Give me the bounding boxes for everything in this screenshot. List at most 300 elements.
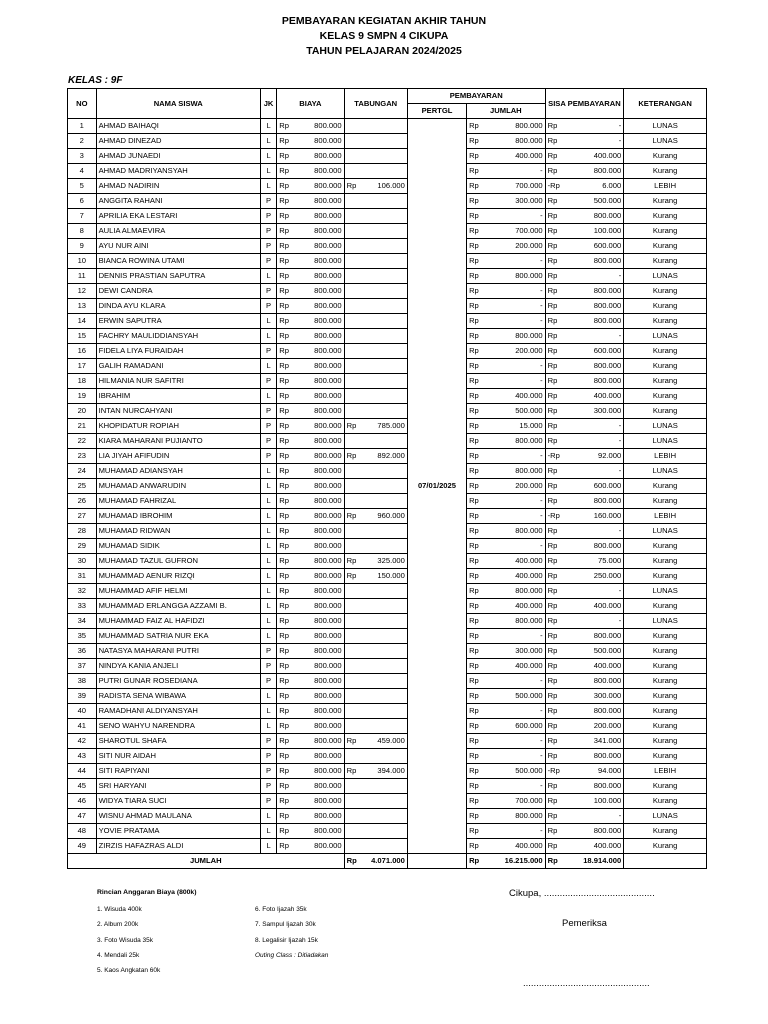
row-sisa: 500.000 bbox=[565, 644, 624, 659]
biaya-currency: Rp bbox=[277, 299, 295, 314]
row-sisa: 250.000 bbox=[565, 569, 624, 584]
row-jk: L bbox=[260, 389, 276, 404]
total-jumlah-currency: Rp bbox=[467, 854, 486, 869]
row-nama: AHMAD NADIRIN bbox=[96, 179, 260, 194]
row-jumlah: - bbox=[486, 674, 545, 689]
biaya-currency: Rp bbox=[277, 404, 295, 419]
row-jumlah: - bbox=[486, 299, 545, 314]
biaya-currency: Rp bbox=[277, 359, 295, 374]
table-row bbox=[68, 314, 707, 329]
tabungan-empty bbox=[362, 464, 407, 479]
tabungan-empty bbox=[344, 284, 362, 299]
tabungan-empty bbox=[344, 824, 362, 839]
row-jumlah: 500.000 bbox=[486, 404, 545, 419]
row-nama: KIARA MAHARANI PUJIANTO bbox=[96, 434, 260, 449]
row-no: 49 bbox=[68, 839, 97, 854]
row-sisa: 200.000 bbox=[565, 719, 624, 734]
tabungan-empty bbox=[344, 839, 362, 854]
row-sisa: 94.000 bbox=[565, 764, 624, 779]
row-nama: GALIH RAMADANI bbox=[96, 359, 260, 374]
tabungan-empty bbox=[362, 524, 407, 539]
row-nama: INTAN NURCAHYANI bbox=[96, 404, 260, 419]
sisa-currency: Rp bbox=[545, 644, 564, 659]
table-row bbox=[68, 404, 707, 419]
row-jk: P bbox=[260, 764, 276, 779]
row-no: 7 bbox=[68, 209, 97, 224]
tabungan-empty bbox=[344, 794, 362, 809]
row-no: 16 bbox=[68, 344, 97, 359]
row-biaya: 800.000 bbox=[295, 314, 344, 329]
sisa-currency: -Rp bbox=[545, 449, 564, 464]
row-jumlah: 700.000 bbox=[486, 224, 545, 239]
table-row bbox=[68, 569, 707, 584]
tabungan-empty bbox=[362, 794, 407, 809]
sisa-currency: Rp bbox=[545, 629, 564, 644]
jumlah-currency: Rp bbox=[467, 689, 486, 704]
tabungan-empty bbox=[344, 494, 362, 509]
table-row bbox=[68, 374, 707, 389]
row-sisa: 300.000 bbox=[565, 404, 624, 419]
row-keterangan: Kurang bbox=[624, 164, 707, 179]
header-sisa: SISA PEMBAYARAN bbox=[545, 89, 624, 119]
row-jk: L bbox=[260, 554, 276, 569]
row-keterangan: Kurang bbox=[624, 704, 707, 719]
row-sisa: 800.000 bbox=[565, 704, 624, 719]
jumlah-currency: Rp bbox=[467, 329, 486, 344]
row-no: 32 bbox=[68, 584, 97, 599]
table-row bbox=[68, 749, 707, 764]
row-jumlah: - bbox=[486, 284, 545, 299]
row-sisa: 800.000 bbox=[565, 254, 624, 269]
row-biaya: 800.000 bbox=[295, 389, 344, 404]
jumlah-currency: Rp bbox=[467, 239, 486, 254]
row-sisa: - bbox=[565, 464, 624, 479]
tabungan-empty bbox=[344, 749, 362, 764]
row-jumlah: 800.000 bbox=[486, 524, 545, 539]
tabungan-empty bbox=[362, 284, 407, 299]
row-jk: P bbox=[260, 344, 276, 359]
row-no: 9 bbox=[68, 239, 97, 254]
row-sisa: 400.000 bbox=[565, 149, 624, 164]
row-biaya: 800.000 bbox=[295, 344, 344, 359]
row-no: 30 bbox=[68, 554, 97, 569]
table-row bbox=[68, 674, 707, 689]
row-sisa: 800.000 bbox=[565, 374, 624, 389]
jumlah-currency: Rp bbox=[467, 764, 486, 779]
row-no: 27 bbox=[68, 509, 97, 524]
biaya-currency: Rp bbox=[277, 824, 295, 839]
header-no: NO bbox=[68, 89, 97, 119]
tabungan-currency: Rp bbox=[344, 764, 362, 779]
tabungan-empty bbox=[344, 389, 362, 404]
row-keterangan: Kurang bbox=[624, 539, 707, 554]
table-row bbox=[68, 689, 707, 704]
row-jumlah: 500.000 bbox=[486, 689, 545, 704]
table-row bbox=[68, 449, 707, 464]
row-jumlah: 800.000 bbox=[486, 269, 545, 284]
table-row bbox=[68, 719, 707, 734]
row-tabungan: 892.000 bbox=[362, 449, 407, 464]
sisa-currency: Rp bbox=[545, 464, 564, 479]
row-no: 26 bbox=[68, 494, 97, 509]
jumlah-currency: Rp bbox=[467, 704, 486, 719]
row-nama: AHMAD MADRIYANSYAH bbox=[96, 164, 260, 179]
biaya-currency: Rp bbox=[277, 659, 295, 674]
rincian-item: 3. Foto Wisuda 35k bbox=[97, 937, 153, 944]
row-keterangan: Kurang bbox=[624, 599, 707, 614]
row-jk: L bbox=[260, 839, 276, 854]
row-keterangan: Kurang bbox=[624, 569, 707, 584]
tabungan-currency: Rp bbox=[344, 179, 362, 194]
table-row bbox=[68, 614, 707, 629]
table-row bbox=[68, 254, 707, 269]
sisa-currency: Rp bbox=[545, 119, 564, 134]
jumlah-currency: Rp bbox=[467, 614, 486, 629]
sisa-currency: Rp bbox=[545, 134, 564, 149]
kelas-label: KELAS : 9F bbox=[68, 75, 123, 86]
row-biaya: 800.000 bbox=[295, 194, 344, 209]
tabungan-empty bbox=[362, 254, 407, 269]
rincian-item: 2. Album 200k bbox=[97, 921, 139, 928]
row-tabungan: 325.000 bbox=[362, 554, 407, 569]
tabungan-empty bbox=[362, 494, 407, 509]
total-tabungan: 4.071.000 bbox=[362, 854, 407, 869]
row-jumlah: 300.000 bbox=[486, 644, 545, 659]
row-keterangan: Kurang bbox=[624, 284, 707, 299]
row-nama: DENNIS PRASTIAN SAPUTRA bbox=[96, 269, 260, 284]
tabungan-empty bbox=[344, 809, 362, 824]
row-keterangan: LUNAS bbox=[624, 269, 707, 284]
row-no: 2 bbox=[68, 134, 97, 149]
outing-class-note: Outing Class : Ditiadakan bbox=[255, 952, 329, 959]
biaya-currency: Rp bbox=[277, 224, 295, 239]
row-jumlah: - bbox=[486, 254, 545, 269]
row-biaya: 800.000 bbox=[295, 464, 344, 479]
row-nama: FIDELA LIYA FURAIDAH bbox=[96, 344, 260, 359]
row-biaya: 800.000 bbox=[295, 329, 344, 344]
row-jumlah: - bbox=[486, 494, 545, 509]
tabungan-empty bbox=[344, 644, 362, 659]
row-jumlah: 800.000 bbox=[486, 464, 545, 479]
tabungan-empty bbox=[362, 164, 407, 179]
row-biaya: 800.000 bbox=[295, 224, 344, 239]
table-row bbox=[68, 479, 707, 494]
tabungan-empty bbox=[344, 269, 362, 284]
row-biaya: 800.000 bbox=[295, 209, 344, 224]
row-biaya: 800.000 bbox=[295, 599, 344, 614]
row-keterangan: LUNAS bbox=[624, 464, 707, 479]
sisa-currency: Rp bbox=[545, 539, 564, 554]
total-jumlah: 16.215.000 bbox=[486, 854, 545, 869]
row-keterangan: Kurang bbox=[624, 749, 707, 764]
biaya-currency: Rp bbox=[277, 629, 295, 644]
row-jumlah: - bbox=[486, 539, 545, 554]
row-nama: MUHAMAD ADIANSYAH bbox=[96, 464, 260, 479]
biaya-currency: Rp bbox=[277, 164, 295, 179]
tabungan-empty bbox=[362, 209, 407, 224]
total-pertgl-empty bbox=[407, 854, 466, 869]
tabungan-empty bbox=[362, 359, 407, 374]
row-jk: P bbox=[260, 254, 276, 269]
row-sisa: 400.000 bbox=[565, 839, 624, 854]
header-keterangan: KETERANGAN bbox=[624, 89, 707, 119]
rincian-item: 4. Mendali 25k bbox=[97, 952, 140, 959]
row-no: 39 bbox=[68, 689, 97, 704]
table-row bbox=[68, 809, 707, 824]
row-no: 35 bbox=[68, 629, 97, 644]
tabungan-empty bbox=[344, 209, 362, 224]
table-row bbox=[68, 599, 707, 614]
row-biaya: 800.000 bbox=[295, 779, 344, 794]
biaya-currency: Rp bbox=[277, 644, 295, 659]
table-row bbox=[68, 734, 707, 749]
row-keterangan: Kurang bbox=[624, 644, 707, 659]
row-no: 46 bbox=[68, 794, 97, 809]
table-row bbox=[68, 644, 707, 659]
row-nama: WIDYA TIARA SUCI bbox=[96, 794, 260, 809]
row-no: 21 bbox=[68, 419, 97, 434]
row-no: 25 bbox=[68, 479, 97, 494]
biaya-currency: Rp bbox=[277, 554, 295, 569]
tabungan-empty bbox=[344, 119, 362, 134]
biaya-currency: Rp bbox=[277, 809, 295, 824]
row-jk: P bbox=[260, 734, 276, 749]
row-jk: P bbox=[260, 284, 276, 299]
row-nama: APRILIA EKA LESTARI bbox=[96, 209, 260, 224]
row-sisa: 300.000 bbox=[565, 689, 624, 704]
tabungan-empty bbox=[344, 299, 362, 314]
row-nama: ZIRZIS HAFAZRAS ALDI bbox=[96, 839, 260, 854]
biaya-currency: Rp bbox=[277, 239, 295, 254]
tabungan-empty bbox=[344, 359, 362, 374]
jumlah-currency: Rp bbox=[467, 839, 486, 854]
row-jk: L bbox=[260, 569, 276, 584]
row-sisa: 800.000 bbox=[565, 629, 624, 644]
sisa-currency: Rp bbox=[545, 614, 564, 629]
row-no: 28 bbox=[68, 524, 97, 539]
row-jk: P bbox=[260, 449, 276, 464]
row-no: 34 bbox=[68, 614, 97, 629]
row-jk: P bbox=[260, 794, 276, 809]
row-keterangan: Kurang bbox=[624, 404, 707, 419]
tabungan-empty bbox=[344, 614, 362, 629]
sisa-currency: Rp bbox=[545, 374, 564, 389]
jumlah-currency: Rp bbox=[467, 824, 486, 839]
jumlah-currency: Rp bbox=[467, 284, 486, 299]
row-keterangan: LEBIH bbox=[624, 764, 707, 779]
table-row bbox=[68, 269, 707, 284]
jumlah-currency: Rp bbox=[467, 674, 486, 689]
row-biaya: 800.000 bbox=[295, 434, 344, 449]
row-biaya: 800.000 bbox=[295, 419, 344, 434]
row-sisa: - bbox=[565, 269, 624, 284]
row-jk: L bbox=[260, 269, 276, 284]
tabungan-empty bbox=[344, 134, 362, 149]
row-jumlah: 800.000 bbox=[486, 329, 545, 344]
row-jk: P bbox=[260, 749, 276, 764]
jumlah-currency: Rp bbox=[467, 479, 486, 494]
jumlah-currency: Rp bbox=[467, 644, 486, 659]
header-pembayaran: PEMBAYARAN bbox=[407, 89, 545, 104]
row-keterangan: LUNAS bbox=[624, 434, 707, 449]
biaya-currency: Rp bbox=[277, 269, 295, 284]
sisa-currency: Rp bbox=[545, 224, 564, 239]
row-jk: P bbox=[260, 419, 276, 434]
row-no: 15 bbox=[68, 329, 97, 344]
tabungan-empty bbox=[362, 299, 407, 314]
sisa-currency: Rp bbox=[545, 299, 564, 314]
row-sisa: 800.000 bbox=[565, 359, 624, 374]
row-no: 41 bbox=[68, 719, 97, 734]
row-biaya: 800.000 bbox=[295, 284, 344, 299]
row-jumlah: - bbox=[486, 509, 545, 524]
signature-role: Pemeriksa bbox=[562, 918, 607, 929]
tabungan-empty bbox=[344, 254, 362, 269]
row-no: 3 bbox=[68, 149, 97, 164]
table-row bbox=[68, 299, 707, 314]
row-biaya: 800.000 bbox=[295, 509, 344, 524]
biaya-currency: Rp bbox=[277, 524, 295, 539]
row-biaya: 800.000 bbox=[295, 644, 344, 659]
row-keterangan: Kurang bbox=[624, 224, 707, 239]
row-jumlah: - bbox=[486, 164, 545, 179]
sisa-currency: Rp bbox=[545, 734, 564, 749]
biaya-currency: Rp bbox=[277, 419, 295, 434]
sisa-currency: Rp bbox=[545, 809, 564, 824]
row-jk: P bbox=[260, 224, 276, 239]
biaya-currency: Rp bbox=[277, 119, 295, 134]
tabungan-empty bbox=[362, 779, 407, 794]
sisa-currency: Rp bbox=[545, 494, 564, 509]
row-no: 33 bbox=[68, 599, 97, 614]
row-jk: L bbox=[260, 824, 276, 839]
biaya-currency: Rp bbox=[277, 509, 295, 524]
tabungan-empty bbox=[362, 329, 407, 344]
row-jumlah: - bbox=[486, 734, 545, 749]
row-jumlah: - bbox=[486, 824, 545, 839]
tabungan-empty bbox=[362, 539, 407, 554]
row-nama: MUHAMMAD FAIZ AL HAFIDZI bbox=[96, 614, 260, 629]
total-sisa: 18.914.000 bbox=[565, 854, 624, 869]
table-row bbox=[68, 119, 707, 134]
biaya-currency: Rp bbox=[277, 329, 295, 344]
tabungan-empty bbox=[362, 839, 407, 854]
row-jk: L bbox=[260, 719, 276, 734]
row-keterangan: Kurang bbox=[624, 674, 707, 689]
row-nama: MUHAMAD FAHRIZAL bbox=[96, 494, 260, 509]
rincian-item: 8. Legalisir Ijazah 15k bbox=[255, 937, 318, 944]
total-tabungan-currency: Rp bbox=[344, 854, 362, 869]
row-biaya: 800.000 bbox=[295, 269, 344, 284]
sisa-currency: Rp bbox=[545, 584, 564, 599]
jumlah-currency: Rp bbox=[467, 449, 486, 464]
row-nama: MUHAMAD ANWARUDIN bbox=[96, 479, 260, 494]
sisa-currency: Rp bbox=[545, 269, 564, 284]
row-jk: L bbox=[260, 149, 276, 164]
tabungan-empty bbox=[362, 704, 407, 719]
row-nama: MUHAMAD SIDIK bbox=[96, 539, 260, 554]
table-row bbox=[68, 194, 707, 209]
tabungan-empty bbox=[344, 539, 362, 554]
row-nama: RAMADHANI ALDIYANSYAH bbox=[96, 704, 260, 719]
tabungan-empty bbox=[344, 704, 362, 719]
tabungan-empty bbox=[344, 224, 362, 239]
row-jk: L bbox=[260, 614, 276, 629]
row-sisa: 800.000 bbox=[565, 284, 624, 299]
row-keterangan: LUNAS bbox=[624, 614, 707, 629]
sisa-currency: Rp bbox=[545, 344, 564, 359]
tabungan-currency: Rp bbox=[344, 554, 362, 569]
tabungan-empty bbox=[344, 404, 362, 419]
row-jk: L bbox=[260, 164, 276, 179]
row-biaya: 800.000 bbox=[295, 479, 344, 494]
signature-place: Cikupa, .......................................... bbox=[509, 888, 655, 899]
biaya-currency: Rp bbox=[277, 209, 295, 224]
sisa-currency: -Rp bbox=[545, 509, 564, 524]
row-jumlah: - bbox=[486, 629, 545, 644]
row-jumlah: 400.000 bbox=[486, 149, 545, 164]
row-no: 47 bbox=[68, 809, 97, 824]
row-nama: NINDYA KANIA ANJELI bbox=[96, 659, 260, 674]
row-jk: P bbox=[260, 404, 276, 419]
jumlah-currency: Rp bbox=[467, 659, 486, 674]
row-no: 17 bbox=[68, 359, 97, 374]
row-nama: HILMANIA NUR SAFITRI bbox=[96, 374, 260, 389]
row-jk: P bbox=[260, 674, 276, 689]
sisa-currency: Rp bbox=[545, 554, 564, 569]
biaya-currency: Rp bbox=[277, 254, 295, 269]
row-nama: SITI RAPIYANI bbox=[96, 764, 260, 779]
row-jumlah: 400.000 bbox=[486, 569, 545, 584]
row-no: 31 bbox=[68, 569, 97, 584]
row-biaya: 800.000 bbox=[295, 539, 344, 554]
row-jumlah: - bbox=[486, 209, 545, 224]
tabungan-empty bbox=[344, 524, 362, 539]
row-biaya: 800.000 bbox=[295, 794, 344, 809]
total-label: JUMLAH bbox=[68, 854, 345, 869]
biaya-currency: Rp bbox=[277, 344, 295, 359]
row-jk: L bbox=[260, 359, 276, 374]
tabungan-empty bbox=[344, 344, 362, 359]
row-jk: P bbox=[260, 239, 276, 254]
row-sisa: 800.000 bbox=[565, 539, 624, 554]
row-jk: L bbox=[260, 539, 276, 554]
jumlah-currency: Rp bbox=[467, 599, 486, 614]
total-sisa-currency: Rp bbox=[545, 854, 564, 869]
jumlah-currency: Rp bbox=[467, 419, 486, 434]
row-nama: IBRAHIM bbox=[96, 389, 260, 404]
row-jumlah: 800.000 bbox=[486, 134, 545, 149]
row-nama: DINDA AYU KLARA bbox=[96, 299, 260, 314]
sisa-currency: Rp bbox=[545, 824, 564, 839]
row-jk: L bbox=[260, 494, 276, 509]
jumlah-currency: Rp bbox=[467, 389, 486, 404]
row-biaya: 800.000 bbox=[295, 554, 344, 569]
row-biaya: 800.000 bbox=[295, 524, 344, 539]
title-line-2: KELAS 9 SMPN 4 CIKUPA bbox=[319, 30, 449, 42]
row-sisa: 400.000 bbox=[565, 389, 624, 404]
row-tabungan: 785.000 bbox=[362, 419, 407, 434]
row-sisa: - bbox=[565, 524, 624, 539]
row-no: 40 bbox=[68, 704, 97, 719]
row-biaya: 800.000 bbox=[295, 689, 344, 704]
row-sisa: - bbox=[565, 119, 624, 134]
row-jk: P bbox=[260, 209, 276, 224]
row-jumlah: 15.000 bbox=[486, 419, 545, 434]
row-sisa: 6.000 bbox=[565, 179, 624, 194]
row-nama: MUHAMMAD AENUR RIZQI bbox=[96, 569, 260, 584]
tabungan-empty bbox=[362, 119, 407, 134]
